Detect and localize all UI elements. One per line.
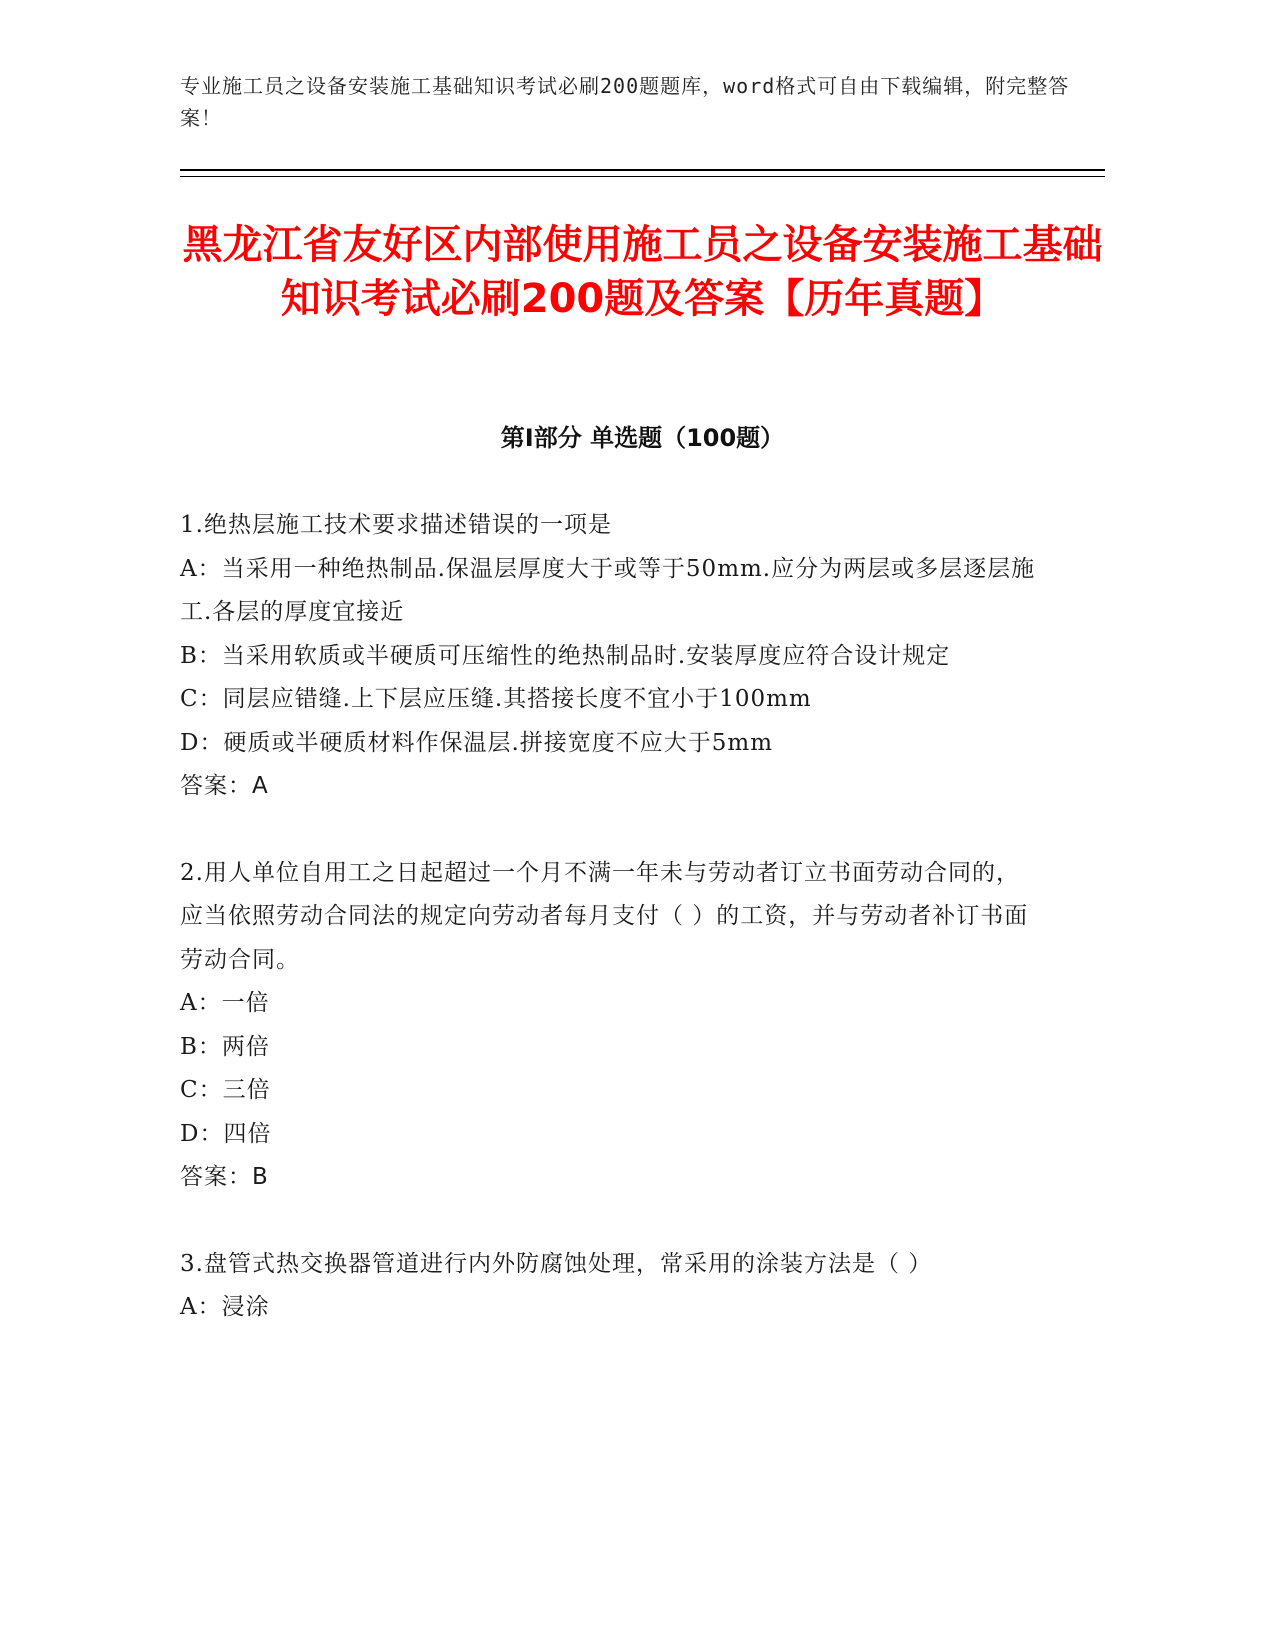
- question-2: [180, 852, 1040, 1200]
- header-note: 专业施工员之设备安装施工基础知识考试必刷200题题库，word格式可自由下载编辑，附完整答案！: [180, 74, 1070, 130]
- question-stem: 2.用人单位自用工之日起超过一个月不满一年未与劳动者订立书面劳动合同的，应当依照劳动合同法的规定向劳动者每月支付（ ）的工资，并与劳动者补订书面劳动合同。: [180, 859, 1029, 973]
- option-d: D：四倍: [180, 1120, 272, 1147]
- option-d: D：硬质或半硬质材料作保温层.拼接宽度不应大于5mm: [180, 729, 774, 756]
- option-b: B：当采用软质或半硬质可压缩性的绝热制品时.安装厚度应符合设计规定: [180, 642, 951, 669]
- answer: 答案：B: [180, 1164, 269, 1190]
- document-title: 黑龙江省友好区内部使用施工员之设备安装施工基础知识考试必刷200题及答案【历年真题】: [182, 222, 1103, 322]
- question-list: [180, 504, 1040, 1330]
- option-a: A：浸涂: [180, 1294, 270, 1320]
- question-stem: 1.绝热层施工技术要求描述错误的一项是: [180, 512, 612, 538]
- header-divider-thick: [180, 169, 1105, 171]
- option-c: C：三倍: [180, 1077, 271, 1103]
- option-c: C：同层应错缝.上下层应压缝.其搭接长度不宜小于100mm: [180, 686, 812, 712]
- section-heading: 第Ⅰ部分 单选题（100题）: [500, 424, 785, 452]
- option-b: B：两倍: [180, 1033, 270, 1060]
- option-a: A：一倍: [180, 990, 270, 1016]
- question-3: [180, 1243, 1040, 1330]
- header-divider-thin: [180, 176, 1105, 177]
- answer: 答案：A: [180, 773, 269, 799]
- question-1: [180, 504, 1040, 809]
- option-a: A：当采用一种绝热制品.保温层厚度大于或等于50mm.应分为两层或多层逐层施工.各层的厚度宜接近: [180, 555, 1036, 625]
- question-stem: 3.盘管式热交换器管道进行内外防腐蚀处理，常采用的涂装方法是（ ）: [180, 1250, 933, 1277]
